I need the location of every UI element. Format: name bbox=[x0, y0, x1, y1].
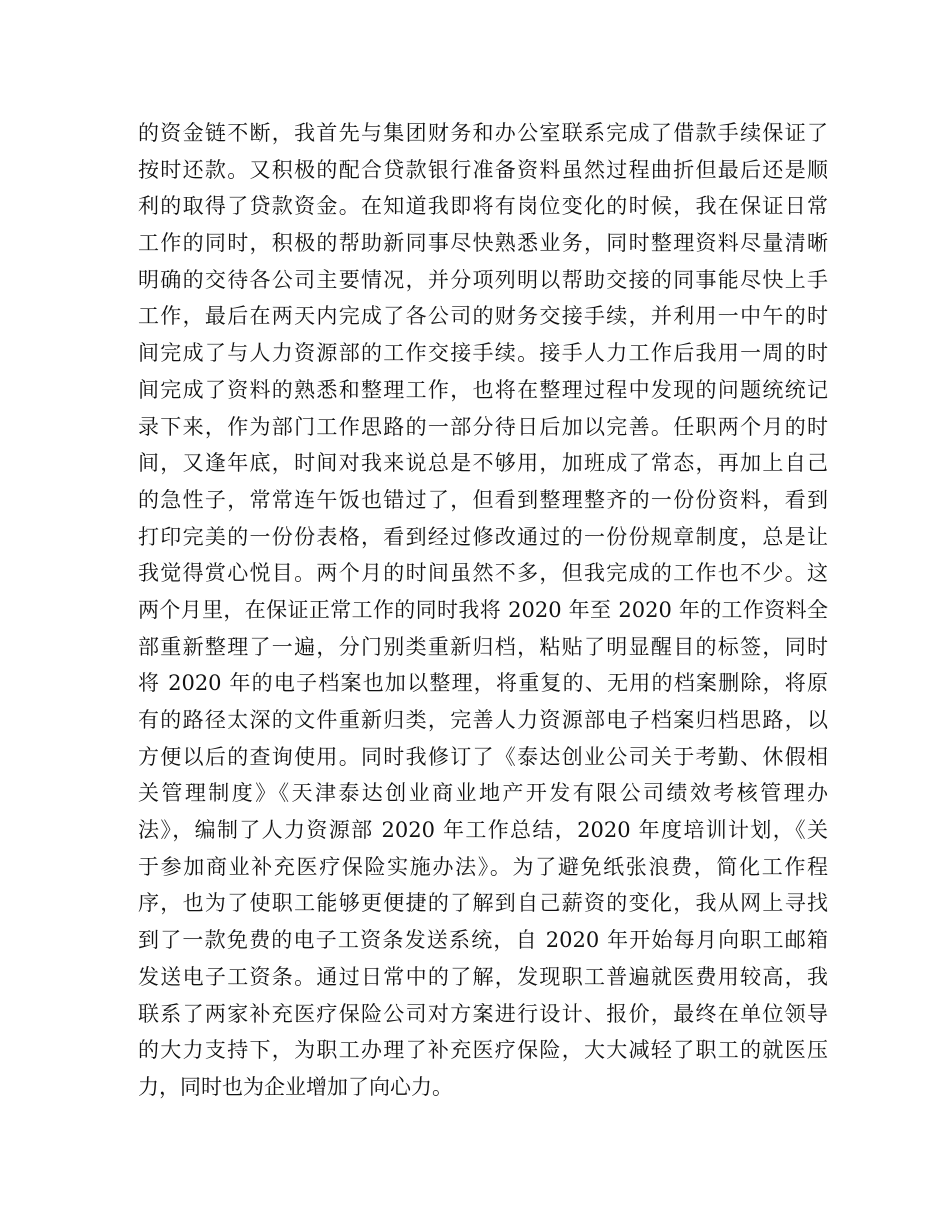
paragraph-line: 方便以后的查询使用。同时我修订了《泰达创业公司关于考勤、休假相 bbox=[138, 744, 828, 769]
paragraph-line: 到了一款免费的电子工资条发送系统，自 2020 年开始每月向职工邮箱 bbox=[138, 928, 828, 953]
paragraph-line: 关管理制度》《天津泰达创业商业地产开发有限公司绩效考核管理办 bbox=[138, 781, 828, 806]
paragraph-line: 按时还款。又积极的配合贷款银行准备资料虽然过程曲折但最后还是顺 bbox=[138, 157, 828, 182]
paragraph-line: 明确的交待各公司主要情况，并分项列明以帮助交接的同事能尽快上手 bbox=[138, 267, 828, 292]
paragraph-line: 打印完美的一份份表格，看到经过修改通过的一份份规章制度，总是让 bbox=[138, 524, 828, 549]
paragraph-line: 部重新整理了一遍，分门别类重新归档，粘贴了明显醒目的标签，同时 bbox=[138, 634, 828, 659]
paragraph-line: 间完成了与人力资源部的工作交接手续。接手人力工作后我用一周的时 bbox=[138, 341, 828, 366]
paragraph-line: 联系了两家补充医疗保险公司对方案进行设计、报价，最终在单位领导 bbox=[138, 1001, 828, 1026]
paragraph-line: 间，又逢年底，时间对我来说总是不够用，加班成了常态，再加上自己 bbox=[138, 451, 828, 476]
paragraph-line: 发送电子工资条。通过日常中的了解，发现职工普遍就医费用较高，我 bbox=[138, 964, 828, 989]
paragraph-line: 工作，最后在两天内完成了各公司的财务交接手续，并利用一中午的时 bbox=[138, 304, 828, 329]
paragraph-line: 两个月里，在保证正常工作的同时我将 2020 年至 2020 年的工作资料全 bbox=[138, 597, 828, 622]
paragraph-line: 于参加商业补充医疗保险实施办法》。为了避免纸张浪费，简化工作程 bbox=[138, 854, 828, 879]
paragraph-line: 工作的同时，积极的帮助新同事尽快熟悉业务，同时整理资料尽量清晰 bbox=[138, 231, 828, 256]
paragraph-line: 利的取得了贷款资金。在知道我即将有岗位变化的时候，我在保证日常 bbox=[138, 194, 828, 219]
paragraph-line: 将 2020 年的电子档案也加以整理，将重复的、无用的档案删除，将原 bbox=[138, 671, 828, 696]
paragraph-line: 的资金链不断，我首先与集团财务和办公室联系完成了借款手续保证了 bbox=[138, 121, 828, 145]
paragraph-line: 有的路径太深的文件重新归类，完善人力资源部电子档案归档思路，以 bbox=[138, 708, 828, 732]
paragraph-line: 我觉得赏心悦目。两个月的时间虽然不多，但我完成的工作也不少。这 bbox=[138, 561, 828, 586]
paragraph-line: 序，也为了使职工能够更便捷的了解到自己薪资的变化，我从网上寻找 bbox=[138, 891, 828, 916]
paragraph-line: 力，同时也为企业增加了向心力。 bbox=[138, 1074, 453, 1099]
paragraph-line: 间完成了资料的熟悉和整理工作，也将在整理过程中发现的问题统统记 bbox=[138, 377, 828, 402]
paragraph-line: 的急性子，常常连午饭也错过了，但看到整理整齐的一份份资料，看到 bbox=[138, 487, 828, 512]
body-paragraph bbox=[138, 115, 828, 1106]
paragraph-line: 法》，编制了人力资源部 2020 年工作总结，2020 年度培训计划，《关 bbox=[138, 818, 828, 843]
paragraph-line: 的大力支持下，为职工办理了补充医疗保险，大大减轻了职工的就医压 bbox=[138, 1038, 828, 1063]
paragraph-line: 录下来，作为部门工作思路的一部分待日后加以完善。任职两个月的时 bbox=[138, 414, 828, 439]
